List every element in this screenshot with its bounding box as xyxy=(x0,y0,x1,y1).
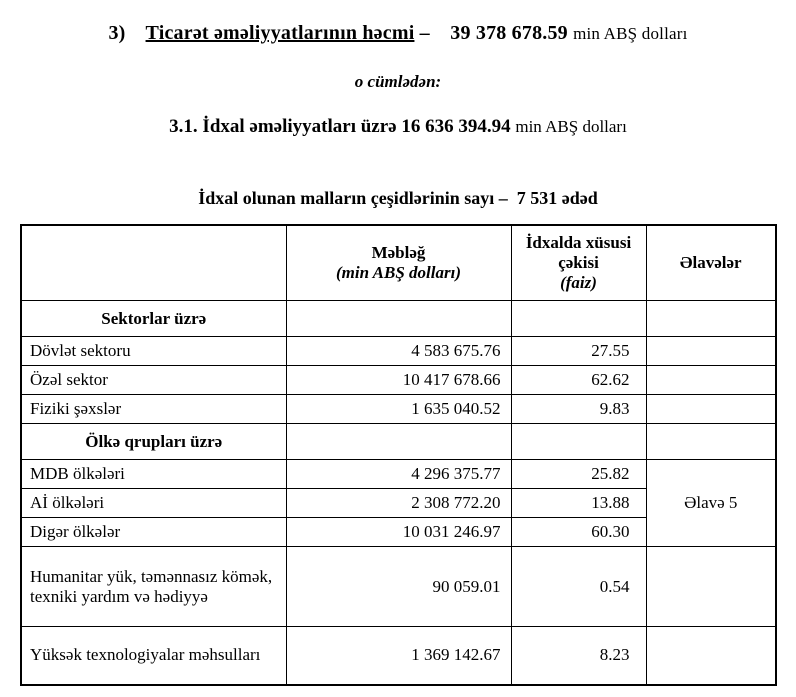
caption-value: 7 531 ədəd xyxy=(516,188,598,208)
row-label: MDB ölkələri xyxy=(21,460,286,489)
empty-cell xyxy=(646,337,776,366)
header-cell-share xyxy=(511,225,646,301)
heading-value: 39 378 678.59 xyxy=(450,22,568,44)
row-amount: 1 369 142.67 xyxy=(286,627,511,685)
table-row-hightech xyxy=(21,627,776,685)
row-label: Aİ ölkələri xyxy=(21,489,286,518)
section-label: Sektorlar üzrə xyxy=(21,301,286,337)
empty-cell xyxy=(511,424,646,460)
header-cell-amount xyxy=(286,225,511,301)
imports-value: 16 636 394.94 xyxy=(401,116,511,137)
row-share: 62.62 xyxy=(511,366,646,395)
empty-cell xyxy=(646,547,776,627)
header-row xyxy=(21,225,776,301)
section-label: Ölkə qrupları üzrə xyxy=(21,424,286,460)
table-header xyxy=(21,225,776,301)
including-line: o cümlədən: xyxy=(354,72,442,91)
heading-label: Ticarət əməliyyatlarının həcmi xyxy=(145,22,415,44)
table-caption xyxy=(0,188,796,209)
row-share: 60.30 xyxy=(511,518,646,547)
table-row-individuals xyxy=(21,395,776,424)
row-amount: 90 059.01 xyxy=(286,547,511,627)
caption-label: İdxal olunan malların çeşidlərinin sayı – xyxy=(198,188,508,208)
header-cell-notes: Əlavələr xyxy=(646,225,776,301)
heading-imports xyxy=(0,116,796,138)
heading-dash: – xyxy=(419,22,430,44)
row-share: 9.83 xyxy=(511,395,646,424)
table-row-private-sector xyxy=(21,366,776,395)
amount-header-subtitle: (min ABŞ dolları) xyxy=(335,263,461,282)
annex-note: Əlavə 5 xyxy=(646,460,776,547)
empty-cell xyxy=(646,424,776,460)
empty-cell xyxy=(511,301,646,337)
row-label: Yüksək texnologiyalar məhsulları xyxy=(21,627,286,685)
table-row-state-sector xyxy=(21,337,776,366)
row-share: 25.82 xyxy=(511,460,646,489)
header-cell-empty xyxy=(21,225,286,301)
empty-cell xyxy=(646,301,776,337)
row-amount: 4 583 675.76 xyxy=(286,337,511,366)
row-label: Fiziki şəxslər xyxy=(21,395,286,424)
heading-number: 3) xyxy=(108,22,126,44)
heading-trade-operations xyxy=(0,22,796,45)
row-amount: 10 417 678.66 xyxy=(286,366,511,395)
row-amount: 4 296 375.77 xyxy=(286,460,511,489)
imports-unit: min ABŞ dolları xyxy=(515,117,627,136)
share-header-subtitle: (faiz) xyxy=(560,273,597,292)
row-amount: 2 308 772.20 xyxy=(286,489,511,518)
empty-cell xyxy=(286,424,511,460)
row-share: 0.54 xyxy=(511,547,646,627)
row-label: Digər ölkələr xyxy=(21,518,286,547)
row-amount: 10 031 246.97 xyxy=(286,518,511,547)
import-breakdown-table xyxy=(20,224,777,686)
empty-cell xyxy=(646,395,776,424)
empty-cell xyxy=(646,366,776,395)
table-row-cis-countries xyxy=(21,460,776,489)
imports-label: 3.1. İdxal əməliyyatları üzrə xyxy=(169,116,397,137)
table-body xyxy=(21,301,776,685)
section-row-sectors xyxy=(21,301,776,337)
share-header-title: İdxalda xüsusi çəkisi xyxy=(525,233,632,272)
section-row-country-groups xyxy=(21,424,776,460)
row-share: 13.88 xyxy=(511,489,646,518)
row-label: Humanitar yük, təmənnasız kömək, texniki yardım və hədiyyə xyxy=(21,547,286,627)
heading-unit: min ABŞ dolları xyxy=(573,24,688,43)
row-share: 27.55 xyxy=(511,337,646,366)
row-share: 8.23 xyxy=(511,627,646,685)
amount-header-title: Məbləğ xyxy=(371,243,426,262)
empty-cell xyxy=(646,627,776,685)
empty-cell xyxy=(286,301,511,337)
row-label: Özəl sektor xyxy=(21,366,286,395)
table-row-humanitarian xyxy=(21,547,776,627)
row-label: Dövlət sektoru xyxy=(21,337,286,366)
row-amount: 1 635 040.52 xyxy=(286,395,511,424)
